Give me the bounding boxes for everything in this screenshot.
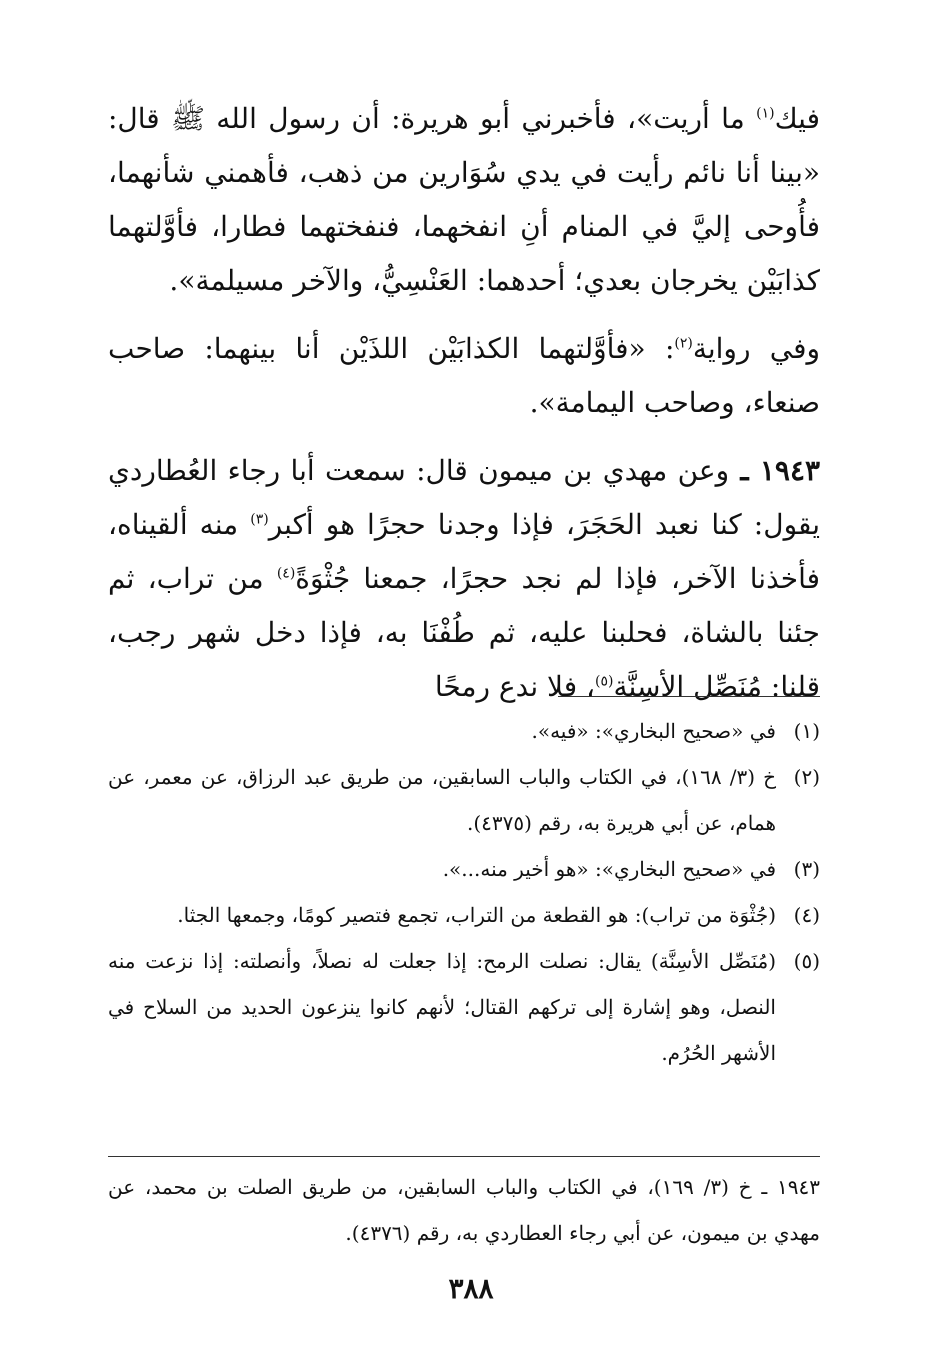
- footnote-divider: [558, 696, 820, 697]
- footnote-3: [108, 846, 820, 892]
- footnote-5: [108, 938, 820, 1076]
- hadith-number: ١٩٤٣ ـ: [729, 454, 821, 487]
- footnote-text: في «صحيح البخاري»: «فيه».: [531, 719, 776, 743]
- source-note: ١٩٤٣ ـ خ (٣/ ١٦٩)، في الكتاب والباب السابقين، من طريق الصلت بن محمد، عن مهدي بن ميمون، عن أبي رجاء العطاردي به، رقم (٤٣٧٦).: [108, 1175, 820, 1245]
- footnotes: [108, 708, 820, 1076]
- footnote-4: [108, 892, 820, 938]
- source-divider: [108, 1156, 820, 1157]
- text-segment: فيك: [774, 102, 820, 135]
- paragraph-1: [108, 92, 820, 308]
- footnote-text: خ (٣/ ١٦٨)، في الكتاب والباب السابقين، من طريق عبد الرزاق، عن معمر، عن همام، عن أبي هريرة به، رقم (٤٣٧٥).: [108, 765, 776, 835]
- page-number: ٣٨٨: [448, 1272, 494, 1305]
- footnote-text: (جُثْوَة من تراب): هو القطعة من التراب، تجمع فتصير كومًا، وجمعها الجثا.: [177, 903, 776, 927]
- text-segment: ما أريت»، فأخبرني أبو هريرة: أن رسول الله ﷺ قال: «بينا أنا نائم رأيت في يدي سُوَارين من ذهب، فأهمني شأنهما، فأُوحى إليَّ في المنام أنِ انفخهما، فنفختهما فطارا، فأوَّلتهما كذابَيْن يخرجان بعدي؛ أحدهما: العَنْسِيُّ، والآخر مسيلمة».: [108, 102, 820, 297]
- footnote-ref-3[interactable]: (٣): [250, 511, 269, 528]
- text-segment: : «فأوَّلتهما الكذابَيْن اللذَيْن أنا بينهما: صاحب صنعاء، وصاحب اليمامة».: [108, 332, 820, 419]
- footnote-number: (٢): [793, 765, 820, 789]
- footnote-number: (١): [793, 719, 820, 743]
- footnote-number: (٥): [793, 949, 820, 973]
- text-segment: من تراب، ثم جئنا بالشاة، فحلبنا عليه، ثم طُفْنَا به، فإذا دخل شهر رجب، قلنا: مُنَصِّل الأسِنَّة: [108, 562, 820, 703]
- text-segment: منه ألقيناه، فأخذنا الآخر، فإذا لم نجد حجرًا، جمعنا جُثْوَةً: [108, 508, 821, 595]
- text-segment: ، فلا ندع رمحًا: [434, 670, 596, 703]
- paragraph-2: [108, 322, 820, 430]
- paragraph-hadith-1943: [108, 444, 820, 714]
- text-segment: وعن مهدي بن ميمون قال: سمعت أبا رجاء العُطاردي يقول: كنا نعبد الحَجَرَ، فإذا وجدنا حجرًا هو أكبر: [108, 454, 820, 541]
- footnote-ref-2[interactable]: (٢): [674, 335, 693, 352]
- footnote-ref-1[interactable]: (١): [756, 105, 775, 122]
- main-text: [108, 92, 820, 714]
- footnote-number: (٤): [793, 903, 820, 927]
- footnote-ref-5[interactable]: (٥): [595, 673, 614, 690]
- footnote-number: (٣): [793, 857, 820, 881]
- footnote-text: (مُنَصِّل الأسِنَّة) يقال: نصلت الرمح: إذا جعلت له نصلاً، وأنصلته: إذا نزعت منه النصل، وهو إشارة إلى تركهم القتال؛ لأنهم كانوا ينزعون الحديد من السلاح في الأشهر الحُرُم.: [108, 949, 776, 1065]
- footnote-2: [108, 754, 820, 846]
- text-segment: وفي رواية: [692, 332, 820, 365]
- page-body: [108, 92, 821, 1245]
- footnote-text: في «صحيح البخاري»: «هو أخير منه...».: [442, 857, 776, 881]
- footnote-1: [108, 708, 820, 754]
- footnote-ref-4[interactable]: (٤): [276, 565, 296, 582]
